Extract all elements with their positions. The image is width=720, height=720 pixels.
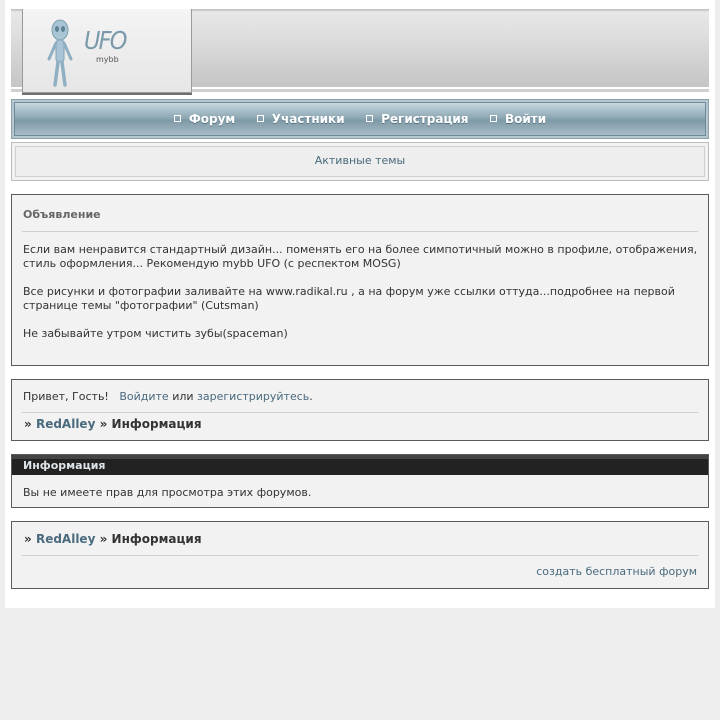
- nav-item-label: Войти: [505, 112, 547, 126]
- breadcrumb-separator: »: [24, 417, 32, 431]
- greeting-text: Привет, Гость!: [23, 390, 109, 403]
- breadcrumb-current: Информация: [111, 417, 202, 431]
- active-topics-bar: [11, 142, 709, 181]
- page: [5, 0, 715, 608]
- footer-divider: [22, 555, 698, 556]
- breadcrumb-separator: »: [24, 532, 32, 546]
- breadcrumb: [24, 417, 202, 431]
- greeting-divider: [22, 412, 698, 413]
- alien-icon: [45, 19, 75, 89]
- breadcrumb-forum-link[interactable]: RedAlley: [35, 417, 96, 431]
- breadcrumb-separator: »: [99, 417, 108, 431]
- announcement-title: Объявление: [23, 208, 101, 221]
- nav-item-forum[interactable]: [174, 103, 235, 135]
- greeting-or-text: или: [172, 390, 194, 403]
- logo-mybb-text: mybb: [96, 55, 119, 64]
- active-topics-inner: [15, 146, 705, 177]
- login-link[interactable]: Войдите: [119, 390, 169, 403]
- greeting-panel: [11, 379, 709, 441]
- footer-panel: [11, 521, 709, 589]
- create-forum-link[interactable]: создать бесплатный форум: [536, 565, 697, 578]
- nav-bullet-icon: [366, 115, 373, 122]
- announcement-panel: [11, 194, 709, 366]
- nav-bullet-icon: [257, 115, 264, 122]
- site-logo[interactable]: [22, 9, 192, 93]
- nav-item-register[interactable]: [366, 103, 468, 135]
- nav-item-users[interactable]: [257, 103, 345, 135]
- announcement-paragraph: Не забывайте утром чистить зубы(spaceman): [23, 327, 288, 340]
- register-link[interactable]: зарегистрируйтесь: [197, 390, 310, 403]
- main-nav-bar: [14, 102, 706, 136]
- nav-item-login[interactable]: [490, 103, 546, 135]
- breadcrumb-current: Информация: [111, 532, 202, 546]
- breadcrumb-separator: »: [99, 532, 108, 546]
- nav-item-label: Форум: [188, 112, 236, 126]
- nav-item-label: Участники: [271, 112, 345, 126]
- greeting-line: [23, 390, 313, 403]
- announcement-paragraph: Если вам ненравится стандартный дизайн... поменять его на более симпотичный можно в профиле, отображения, стиль оформления... Рекомендую mybb UFO (с респектом MOSG): [23, 243, 698, 270]
- nav-item-label: Регистрация: [381, 112, 469, 126]
- info-message: Вы не имеете прав для просмотра этих форумов.: [23, 486, 312, 499]
- info-title: Информация: [12, 455, 708, 475]
- announcement-divider: [22, 231, 698, 232]
- logo-ufo-text: UFO: [84, 26, 126, 55]
- announcement-paragraph: Все рисунки и фотографии заливайте на www.radikal.ru , а на форум уже ссылки оттуда...подробнее на первой странице темы "фотографии" (Cutsman): [23, 285, 675, 312]
- main-nav: [11, 99, 709, 139]
- active-topics-link[interactable]: Активные темы: [314, 154, 406, 167]
- nav-bullet-icon: [490, 115, 497, 122]
- breadcrumb-forum-link[interactable]: RedAlley: [35, 532, 96, 546]
- greeting-dot: .: [309, 390, 313, 403]
- info-panel: [11, 454, 709, 508]
- nav-bullet-icon: [174, 115, 181, 122]
- breadcrumb: [24, 532, 202, 546]
